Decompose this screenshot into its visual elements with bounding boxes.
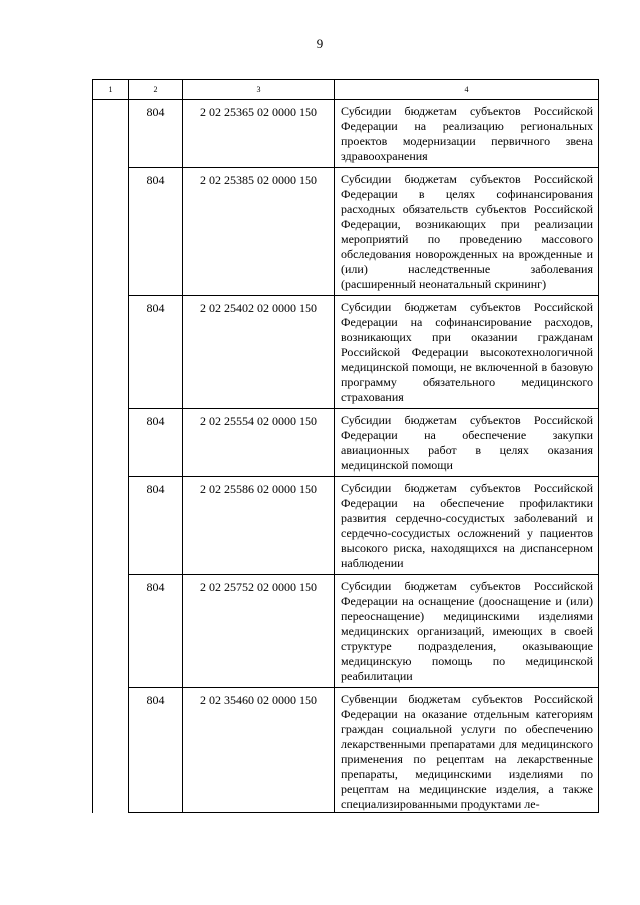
description-cell: Субсидии бюджетам субъектов Российской Федерации на реализацию региональных проектов модернизации первичного звена здравоохранения [335,100,599,168]
admin-code-cell: 804 [129,168,183,296]
header-cell-4: 4 [335,80,599,100]
table-row [93,168,599,296]
admin-code-cell: 804 [129,575,183,688]
table-row [93,296,599,409]
budget-code-cell: 2 02 25752 02 0000 150 [183,575,335,688]
description-cell: Субсидии бюджетам субъектов Российской Федерации в целях софинансирования расходных обязательств субъектов Российской Федерации, возникающих при реализации мероприятий по проведению массового обследования новорожденных на врожденные и (или) наследственные заболевания (расширенный неонатальный скрининг) [335,168,599,296]
table-row [93,575,599,688]
admin-code-cell: 804 [129,409,183,477]
description-cell: Субсидии бюджетам субъектов Российской Федерации на оснащение (дооснащение и (или) переоснащение) медицинскими изделиями медицинских организаций, имеющих в своей структуре подразделения, оказывающие медицинскую помощь по медицинской реабилитации [335,575,599,688]
budget-classification-table [92,79,599,813]
description-cell: Субсидии бюджетам субъектов Российской Федерации на обеспечение профилактики развития сердечно-сосудистых заболеваний и сердечно-сосудистых осложнений у пациентов высокого риска, находящихся на диспансерном наблюдении [335,477,599,575]
budget-code-cell: 2 02 25402 02 0000 150 [183,296,335,409]
description-cell: Субсидии бюджетам субъектов Российской Федерации на обеспечение закупки авиационных работ в целях оказания медицинской помощи [335,409,599,477]
table-row [93,409,599,477]
budget-code-cell: 2 02 25554 02 0000 150 [183,409,335,477]
budget-code-cell: 2 02 35460 02 0000 150 [183,688,335,813]
admin-code-cell: 804 [129,100,183,168]
budget-code-cell: 2 02 25385 02 0000 150 [183,168,335,296]
description-cell: Субвенции бюджетам субъектов Российской Федерации на оказание отдельным категориям граждан социальной услуги по обеспечению лекарственными препаратами для медицинского применения по рецептам на лекарственные препараты, медицинскими изделиями по рецептам на медицинские изделия, а также специализированными продуктами ле- [335,688,599,813]
header-cell-1: 1 [93,80,129,100]
row-group-cell [93,100,129,813]
description-cell: Субсидии бюджетам субъектов Российской Федерации на софинансирование расходов, возникающих при оказании гражданам Российской Федерации высокотехнологичной медицинской помощи, не включенной в базовую программу обязательного медицинского страхования [335,296,599,409]
header-cell-2: 2 [129,80,183,100]
table-row [93,688,599,813]
page-number: 9 [316,36,324,51]
admin-code-cell: 804 [129,477,183,575]
table-row [93,477,599,575]
budget-code-cell: 2 02 25586 02 0000 150 [183,477,335,575]
budget-code-cell: 2 02 25365 02 0000 150 [183,100,335,168]
admin-code-cell: 804 [129,296,183,409]
table-row [93,100,599,168]
table-header-row [93,80,599,100]
header-cell-3: 3 [183,80,335,100]
admin-code-cell: 804 [129,688,183,813]
